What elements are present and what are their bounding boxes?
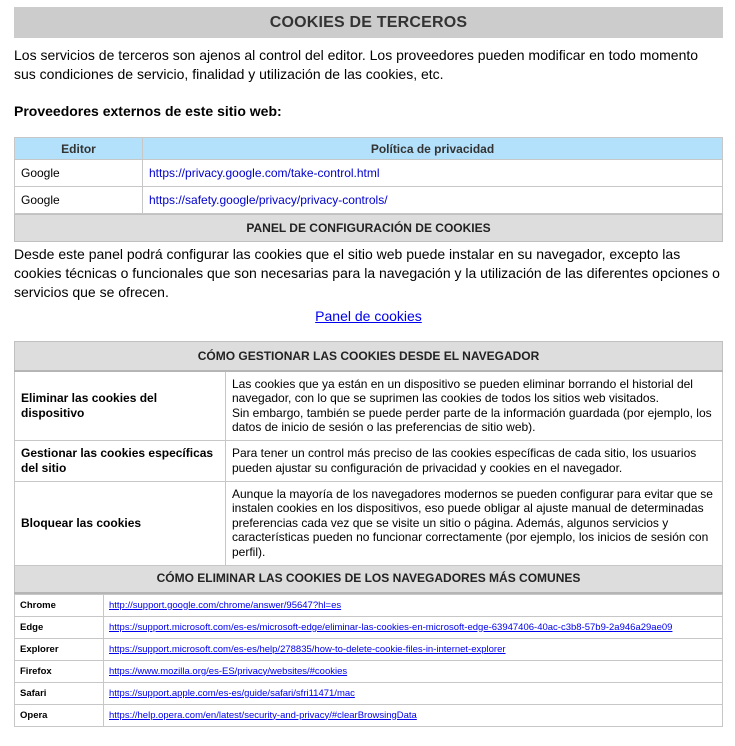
browser-url-cell [104,638,723,660]
browser-url-cell [104,616,723,638]
browsers-header-row [15,565,723,593]
browsers-table [14,594,723,727]
browser-url-cell [104,682,723,704]
browser-link[interactable]: http://support.google.com/chrome/answer/95647?hl=es [109,599,342,611]
browser-name: Chrome [15,594,104,616]
browsers-heading: CÓMO ELIMINAR LAS COOKIES DE LOS NAVEGADORES MÁS COMUNES [15,565,723,593]
manage-text-part: Sin embargo, también se puede perder parte de la información guardada (por ejemplo, los datos de inicio de sesión o las preferencias de sitio web). [232,405,712,435]
intro-paragraph: Los servicios de terceros son ajenos al control del editor. Los proveedores pueden modificar en todo momento sus condiciones de servicio, finalidad y utilización de las cookies, etc. [14,47,699,82]
manage-text-part: Las cookies que ya están en un dispositivo se pueden eliminar borrando el historial del navegador, con lo que se suprimen las cookies de todos los sitios web visitados. [232,376,693,406]
privacy-url-cell [143,160,723,187]
browser-link[interactable]: https://www.mozilla.org/es-ES/privacy/websites/#cookies [109,665,348,677]
table-row [15,440,723,481]
providers-heading: Proveedores externos de este sitio web: [14,103,282,119]
browser-name: Opera [15,704,104,726]
editor-cell: Google [15,187,143,214]
cookie-panel-link[interactable]: Panel de cookies [315,308,422,324]
manage-label: Bloquear las cookies [15,481,226,565]
manage-text: Aunque la mayoría de los navegadores modernos se pueden configurar para evitar que se instalen cookies en los dispositivos, eso puede obligar al ajuste manual de determinadas preferencias cada vez que se visite un sitio o página. Además, algunos servicios y características pueden no funcionar correctamente (por ejemplo, los inicios de sesión con perfil). [226,481,723,565]
table-row [15,616,723,638]
browser-link[interactable]: https://support.microsoft.com/es-es/help/278835/how-to-delete-cookie-files-in-internet-explorer [109,643,506,655]
manage-header-row [15,342,723,372]
panel-link-container [14,308,723,324]
table-row [15,594,723,616]
column-header-privacy-policy: Política de privacidad [143,138,723,160]
column-header-editor: Editor [15,138,143,160]
browser-name: Edge [15,616,104,638]
providers-header-row [15,138,723,160]
browser-name: Explorer [15,638,104,660]
table-row [15,638,723,660]
table-row [15,187,723,214]
privacy-link[interactable]: https://safety.google/privacy/privacy-controls/ [149,193,388,207]
panel-description: Desde este panel podrá configurar las cookies que el sitio web puede instalar en su navegador, excepto las cookies técnicas o funcionales que son necesarias para la navegación y la utilización de las diferentes opciones o servicios que se ofrecen. [14,246,720,300]
browser-url-cell [104,704,723,726]
page-title: COOKIES DE TERCEROS [14,7,723,38]
table-row [15,481,723,565]
cookies-page [14,7,723,727]
browser-name: Safari [15,682,104,704]
manage-text [226,371,723,440]
browser-link[interactable]: https://support.microsoft.com/es-es/microsoft-edge/eliminar-las-cookies-en-microsoft-edge-63947406-40ac-c3b8-57b9-2a946a29ae09 [109,621,673,633]
manage-heading: CÓMO GESTIONAR LAS COOKIES DESDE EL NAVEGADOR [15,342,723,372]
manage-text: Para tener un control más preciso de las cookies específicas de cada sitio, los usuarios pueden ajustar su configuración de privacidad y cookies en el navegador. [226,440,723,481]
browser-link[interactable]: https://help.opera.com/en/latest/security-and-privacy/#clearBrowsingData [109,709,417,721]
table-row [15,682,723,704]
table-row [15,160,723,187]
providers-table [14,137,723,214]
browser-url-cell [104,660,723,682]
browser-link[interactable]: https://support.apple.com/es-es/guide/safari/sfri11471/mac [109,687,355,699]
table-row [15,704,723,726]
manage-cookies-table [14,341,723,594]
manage-label: Gestionar las cookies específicas del sitio [15,440,226,481]
editor-cell: Google [15,160,143,187]
browser-name: Firefox [15,660,104,682]
table-row [15,371,723,440]
manage-label: Eliminar las cookies del dispositivo [15,371,226,440]
browser-url-cell [104,594,723,616]
table-row [15,660,723,682]
privacy-link[interactable]: https://privacy.google.com/take-control.html [149,166,380,180]
privacy-url-cell [143,187,723,214]
panel-heading: PANEL DE CONFIGURACIÓN DE COOKIES [14,214,723,242]
